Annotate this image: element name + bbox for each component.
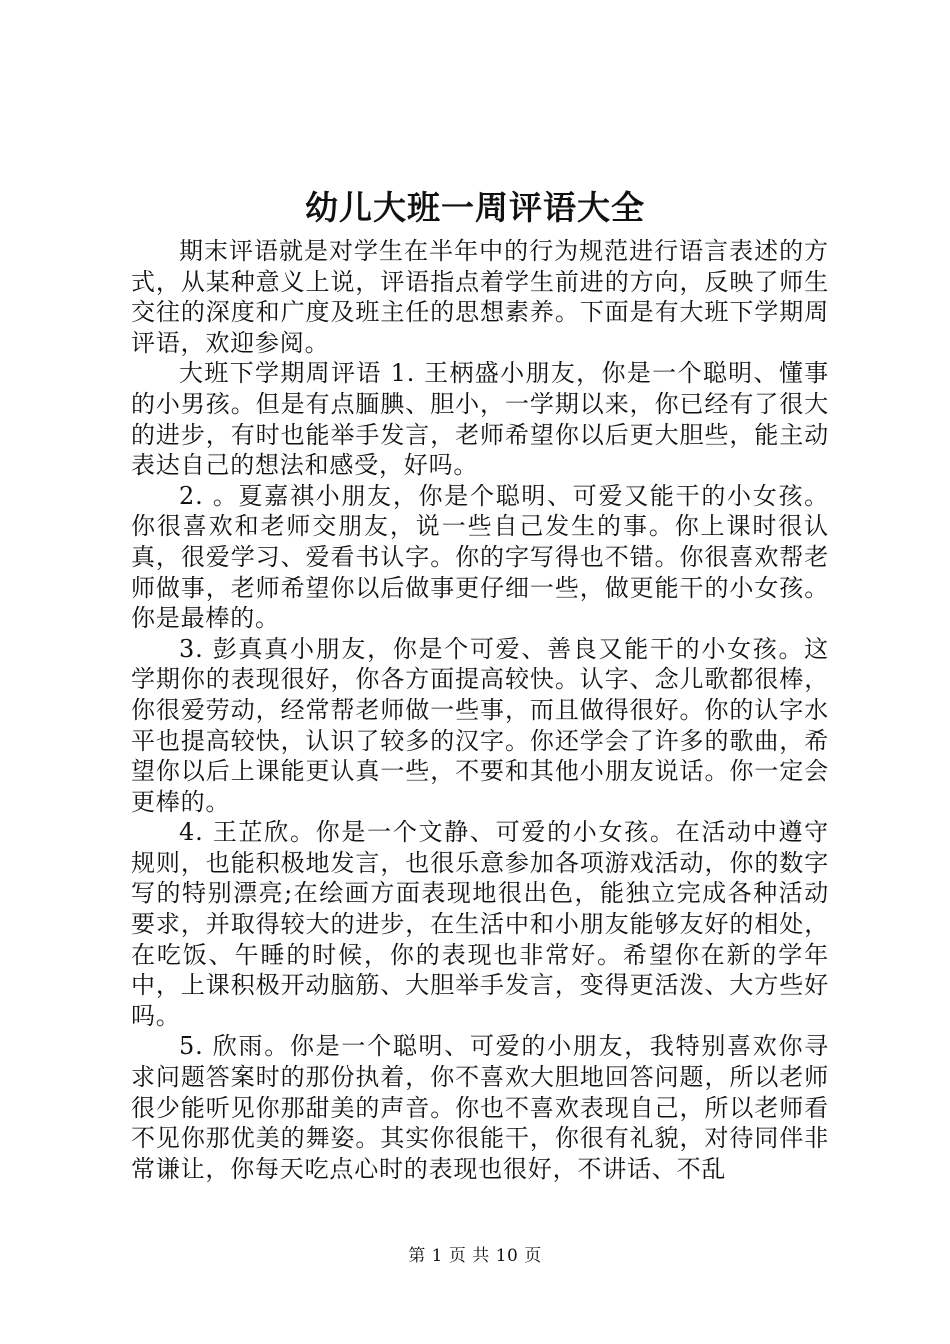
paragraph-comment-3: 3. 彭真真小朋友，你是个可爱、善良又能干的小女孩。这学期你的表现很好，你各方面提高较快。认字、念儿歌都很棒，你很爱劳动，经常帮老师做一些事，而且做得很好。你的认字水平也提高较快，认识了较多的汉字。你还学会了许多的歌曲，希望你以后上课能更认真一些，不要和其他小朋友说话。你一定会更棒的。 [131, 634, 829, 816]
document-body [131, 236, 829, 1184]
paragraph-comment-4: 4. 王芷欣。你是一个文静、可爱的小女孩。在活动中遵守规则，也能积极地发言，也很乐意参加各项游戏活动，你的数字写的特别漂亮;在绘画方面表现地很出色，能独立完成各种活动要求，并取得较大的进步，在生活中和小朋友能够友好的相处，在吃饭、午睡的时候，你的表现也非常好。希望你在新的学年中，上课积极开动脑筋、大胆举手发言，变得更活泼、大方些好吗。 [131, 818, 829, 1030]
paragraph-comment-2: 2. 。夏嘉祺小朋友，你是个聪明、可爱又能干的小女孩。你很喜欢和老师交朋友，说一些自己发生的事。你上课时很认真，很爱学习、爱看书认字。你的字写得也不错。你很喜欢帮老师做事，老师希望你以后做事更仔细一些，做更能干的小女孩。你是最棒的。 [131, 481, 829, 633]
paragraph-comment-1: 大班下学期周评语 1. 王柄盛小朋友，你是一个聪明、懂事的小男孩。但是有点腼腆、胆小，一学期以来，你已经有了很大的进步，有时也能举手发言，老师希望你以后更大胆些，能主动表达自己的想法和感受，好吗。 [131, 359, 829, 480]
document-title: 幼儿大班一周评语大全 [305, 188, 645, 227]
paragraph-comment-5: 5. 欣雨。你是一个聪明、可爱的小朋友，我特别喜欢你寻求问题答案时的那份执着，你不喜欢大胆地回答问题，所以老师很少能听见你那甜美的声音。你也不喜欢表现自己，所以老师看不见你那优美的舞姿。其实你很能干，你很有礼貌，对待同伴非常谦让，你每天吃点心时的表现也很好，不讲话、不乱 [131, 1032, 829, 1183]
paragraph-intro: 期末评语就是对学生在半年中的行为规范进行语言表述的方式，从某种意义上说，评语指点着学生前进的方向，反映了师生交往的深度和广度及班主任的思想素养。下面是有大班下学期周评语，欢迎参阅。 [131, 237, 829, 357]
page-footer: 第 1 页 共 10 页 [408, 1246, 542, 1266]
